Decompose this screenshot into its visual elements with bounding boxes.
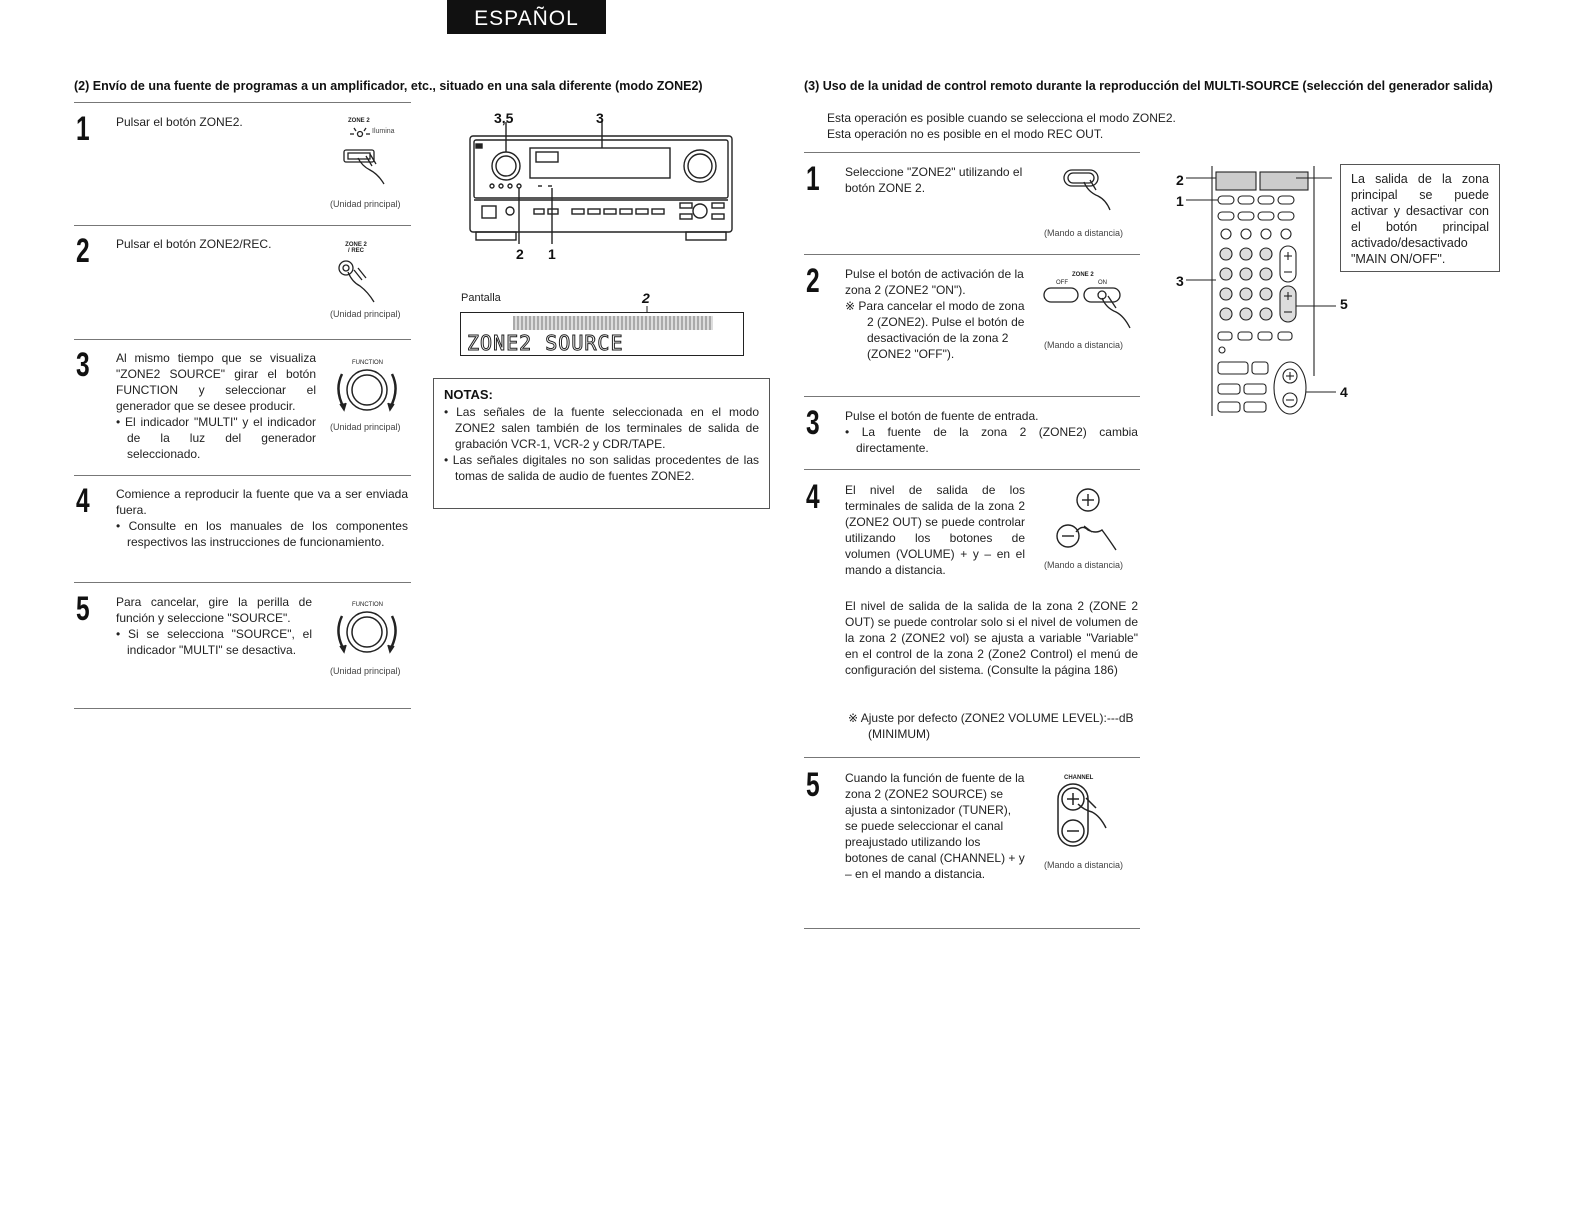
step-number: 2 [76, 232, 90, 270]
diagram-label: 1 [548, 246, 556, 262]
language-tab: ESPAÑOL [447, 0, 606, 34]
bullet-text: Si se selecciona "SOURCE", el indicador "MULTI" se desactiva. [127, 627, 312, 657]
step-text: Cuando la función de fuente de la zona 2 (ZONE2 SOURCE) se ajusta a sintonizador (TUNER), se puede seleccionar el canal preajustado utilizando los botones de canal (CHANNEL) + y – en el mando a distancia. [845, 771, 1025, 881]
function-knob-icon [330, 368, 410, 418]
default-setting: ※ Ajuste por defecto (ZONE2 VOLUME LEVEL):---dB (MINIMUM) [848, 711, 1134, 741]
remote-control-illustration [1186, 166, 1346, 418]
divider [804, 254, 1140, 255]
step-text: Seleccione "ZONE2" utilizando el botón ZONE 2. [845, 165, 1023, 195]
step-text [116, 594, 312, 658]
step-line: Pulse el botón de activación de la zona 2 (ZONE2 "ON"). [845, 267, 1024, 297]
knob-label: FUNCTION [352, 360, 383, 366]
button-label: ZONE 2 [348, 118, 370, 124]
display-indicator-strip [513, 316, 713, 330]
section3-subtitle: Esta operación es posible cuando se selecciona el modo ZONE2. [827, 111, 1176, 125]
step-note: ※ Para cancelar el modo de zona 2 (ZONE2). Pulse el botón de desactivación de la zona 2 (ZONE2 "OFF"). [845, 299, 1025, 361]
remote-label: 1 [1176, 193, 1184, 209]
bullet-text: La fuente de la zona 2 (ZONE2) cambia directamente. [856, 425, 1138, 455]
step-text [845, 266, 1025, 362]
divider [804, 469, 1140, 470]
step-text [116, 350, 316, 462]
divider [74, 102, 411, 103]
remote-label: 2 [1176, 172, 1184, 188]
button-label: CHANNEL [1064, 775, 1094, 781]
step-text [845, 408, 1138, 456]
illumination-note: Ilumina [372, 128, 395, 135]
step-extra-text: El nivel de salida de la salida de la zona 2 (ZONE 2 OUT) se puede controlar solo si el nivel de volumen de la zona 2 (ZONE2 vol) se ajusta a variable "Variable" en el control de la zona 2 (Zone2 Control) el menú de configuración del sistema. (Consulte la página 186) [845, 599, 1138, 677]
step-line: Comience a reproducir la fuente que va a ser enviada fuera. [116, 487, 408, 517]
button-label: ZONE 2 / REC [345, 242, 367, 254]
display-label: Pantalla [461, 292, 501, 304]
step-text: Pulsar el botón ZONE2. [116, 115, 243, 129]
caption: (Unidad principal) [330, 309, 401, 319]
step-bullet: • Si se selecciona "SOURCE", el indicador "MULTI" se desactiva. [116, 627, 312, 657]
step-text [116, 486, 408, 550]
note-text: Para cancelar el modo de zona 2 (ZONE2). Pulse el botón de desactivación de la zona 2 (ZONE2 "OFF"). [858, 299, 1025, 361]
channel-buttons-icon [1056, 782, 1126, 852]
function-knob-icon [330, 610, 410, 660]
remote-label: 4 [1340, 384, 1348, 400]
notes-box [433, 378, 770, 509]
diagram-label: 2 [516, 246, 524, 262]
caption: (Unidad principal) [330, 422, 401, 432]
knob-label: FUNCTION [352, 602, 383, 608]
caption: (Mando a distancia) [1044, 340, 1124, 350]
diagram-label: 3 [596, 110, 604, 126]
caption: (Mando a distancia) [1044, 860, 1124, 870]
off-label: OFF [1056, 280, 1068, 286]
step-number: 4 [806, 478, 820, 516]
display-text: ZONE2 SOURCE [467, 331, 624, 355]
divider [74, 708, 411, 709]
note-text: Las señales de la fuente seleccionada en el modo ZONE2 salen también de los terminales de salida de grabación VCR-1, VCR-2 y CDR/TAPE. [455, 405, 759, 451]
step-line: Para cancelar, gire la perilla de función y seleccione "SOURCE". [116, 595, 312, 625]
note-text: Las señales digitales no son salidas procedentes de las tomas de salida de audio de fuentes ZONE2. [452, 453, 759, 483]
step-line: Pulse el botón de fuente de entrada. [845, 409, 1039, 423]
step-text: Pulsar el botón ZONE2/REC. [116, 237, 272, 251]
caption: (Unidad principal) [330, 199, 401, 209]
remote-label: 5 [1340, 296, 1348, 312]
divider [804, 757, 1140, 758]
volume-buttons-icon [1054, 486, 1134, 556]
divider [804, 396, 1140, 397]
caption: (Mando a distancia) [1044, 560, 1124, 570]
zone2-on-off-buttons-icon [1042, 286, 1142, 336]
section3-title: (3) Uso de la unidad de control remoto durante la reproducción del MULTI-SOURCE (selección del generador salida) [804, 79, 1493, 93]
step-line: Al mismo tiempo que se visualiza "ZONE2 SOURCE" girar el botón FUNCTION y seleccionar el generador que se desee producir. [116, 351, 316, 413]
display-number: 2 [642, 290, 650, 306]
zone2-button-illustration-icon [340, 128, 410, 188]
divider [804, 152, 1140, 153]
notes-title: NOTAS: [444, 387, 493, 402]
step-number: 3 [806, 404, 820, 442]
receiver-front-panel-illustration [468, 128, 736, 246]
bullet-text: El indicador "MULTI" y el indicador de la luz del generador seleccionado. [125, 415, 316, 461]
button-label: ZONE 2 [1072, 272, 1094, 278]
step-text: El nivel de salida de los terminales de salida de la zona 2 (ZONE2 OUT) se puede controlar utilizando los botones de volumen (VOLUME) + y – en el mando a distancia. [845, 483, 1025, 577]
step-number: 1 [76, 110, 90, 148]
divider [74, 339, 411, 340]
step-number: 1 [806, 160, 820, 198]
step-number: 2 [806, 262, 820, 300]
zone2-rec-button-illustration-icon [334, 258, 404, 310]
caption: (Mando a distancia) [1044, 228, 1124, 238]
step-number: 4 [76, 482, 90, 520]
divider [74, 582, 411, 583]
main-on-off-callout: La salida de la zona principal se puede activar y desactivar con el botón principal activado/desactivado "MAIN ON/OFF". [1340, 164, 1500, 272]
section2-title: (2) Envío de una fuente de programas a un amplificador, etc., situado en una sala diferente (modo ZONE2) [74, 79, 703, 93]
display-screen [460, 312, 744, 356]
diagram-label: 3,5 [494, 110, 514, 126]
divider [804, 928, 1140, 929]
divider [74, 225, 411, 226]
step-bullet: • La fuente de la zona 2 (ZONE2) cambia directamente. [845, 425, 1138, 455]
divider [74, 475, 411, 476]
step-number: 5 [806, 766, 820, 804]
note-item: • Las señales de la fuente seleccionada en el modo ZONE2 salen también de los terminales de salida de grabación VCR-1, VCR-2 y CDR/TAPE. [444, 405, 759, 451]
step-bullet: • Consulte en los manuales de los componentes respectivos las instrucciones de funcionamiento. [116, 519, 408, 549]
default-text: Ajuste por defecto (ZONE2 VOLUME LEVEL):---dB (MINIMUM) [860, 711, 1134, 741]
step-number: 5 [76, 590, 90, 628]
remote-label: 3 [1176, 273, 1184, 289]
bullet-text: Consulte en los manuales de los componentes respectivos las instrucciones de funcionamiento. [127, 519, 408, 549]
section3-subtitle: Esta operación no es posible en el modo REC OUT. [827, 127, 1104, 141]
step-bullet: • El indicador "MULTI" y el indicador de la luz del generador seleccionado. [116, 415, 316, 461]
step-number: 3 [76, 346, 90, 384]
remote-zone2-button-icon [1062, 168, 1122, 218]
note-item: • Las señales digitales no son salidas procedentes de las tomas de salida de audio de fuentes ZONE2. [444, 453, 759, 483]
on-label: ON [1098, 280, 1107, 286]
caption: (Unidad principal) [330, 666, 401, 676]
